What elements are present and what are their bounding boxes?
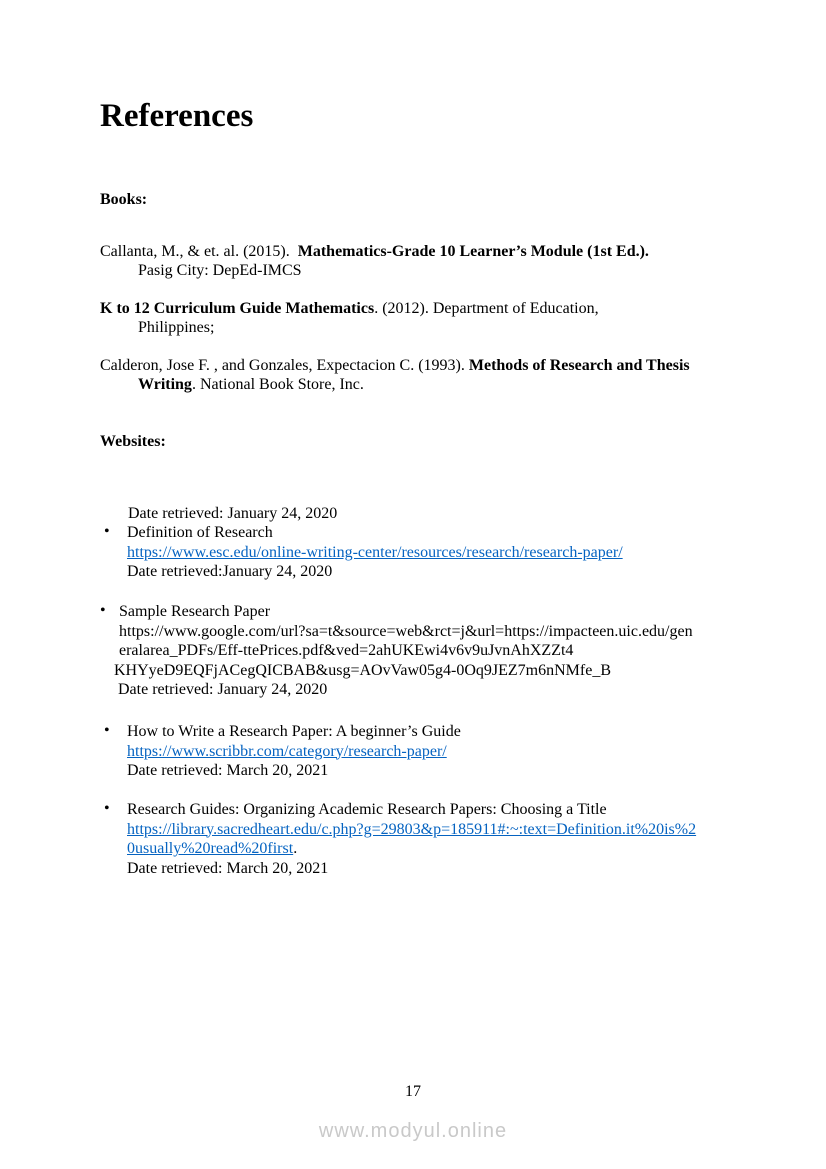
orphan-date-retrieved: Date retrieved: January 24, 2020 [128,505,338,522]
bullet-icon: • [100,602,106,619]
reference-text: Callanta, M., & et. al. (2015). [100,243,298,260]
website-item-research-guides [100,800,780,878]
website-link-line [127,742,780,762]
sacredheart-link-line2[interactable]: 0usually%20read%20first [127,840,294,857]
website-link-line [127,839,780,859]
books-heading: Books: [100,191,148,208]
website-item-date: Date retrieved: January 24, 2020 [118,681,328,698]
website-url-line: https://www.google.com/url?sa=t&source=web&rct=j&url=https://impacteen.uic.edu/gen [119,622,693,640]
website-item-definition-of-research [100,523,780,582]
reference-line [100,356,740,375]
website-link-line [127,820,780,840]
website-item-title: Definition of Research [127,524,273,541]
website-link-line [127,543,780,563]
reference-line [100,261,740,280]
reference-title-bold: K to 12 Curriculum Guide Mathematics [100,300,375,317]
website-item-date: Date retrieved: March 20, 2021 [127,762,329,779]
book-entry-calderon [100,356,740,394]
reference-text: Philippines; [138,319,215,336]
reference-text: Calderon, Jose F. , and Gonzales, Expectacion C. (1993). [100,357,469,374]
website-item-sample-research-paper [100,602,780,700]
scribbr-link[interactable]: https://www.scribbr.com/category/research-paper/ [127,742,447,760]
reference-text: Pasig City: DepEd-IMCS [138,262,302,279]
website-item-title: Research Guides: Organizing Academic Research Papers: Choosing a Title [127,801,607,818]
reference-text: . (2012). Department of Education, [374,300,599,317]
esc-edu-link[interactable]: https://www.esc.edu/online-writing-center/resources/research/research-paper/ [127,543,623,561]
website-item-title: Sample Research Paper [119,603,271,620]
websites-heading: Websites: [100,433,166,450]
watermark: www.modyul.online [318,1120,508,1142]
link-trailing-period: . [293,840,298,857]
reference-line [100,318,740,337]
reference-title-bold: Methods of Research and Thesis [468,357,690,374]
book-entry-callanta [100,242,740,280]
website-item-how-to-write [100,722,780,781]
reference-text: . National Book Store, Inc. [191,376,364,393]
page-title: References [100,98,254,134]
reference-line [100,299,740,318]
bullet-icon: • [104,523,110,540]
page-number: 17 [405,1083,421,1100]
reference-line [100,375,740,394]
reference-title-bold: Writing [138,376,192,393]
website-url-line: eralarea_PDFs/Eff-ttePrices.pdf&ved=2ahUKEwi4v6v9uJvnAhXZZt4 [119,642,574,659]
reference-line [100,242,740,261]
website-item-date: Date retrieved: March 20, 2021 [127,859,329,877]
website-item-title: How to Write a Research Paper: A beginner’s Guide [127,723,461,740]
website-item-date: Date retrieved:January 24, 2020 [127,563,333,580]
book-entry-k-to-12 [100,299,740,337]
bullet-icon: • [104,722,110,739]
sacredheart-link-line1[interactable]: https://library.sacredheart.edu/c.php?g=29803&p=185911#:~:text=Definition.it%20is%2 [127,820,697,838]
website-url-line: KHYyeD9EQFjACegQICBAB&usg=AOvVaw05g4-0Oq9JEZ7m6nNMfe_B [114,661,611,679]
bullet-icon: • [104,800,110,817]
reference-title-bold: Mathematics-Grade 10 Learner’s Module (1st Ed.). [297,243,649,260]
